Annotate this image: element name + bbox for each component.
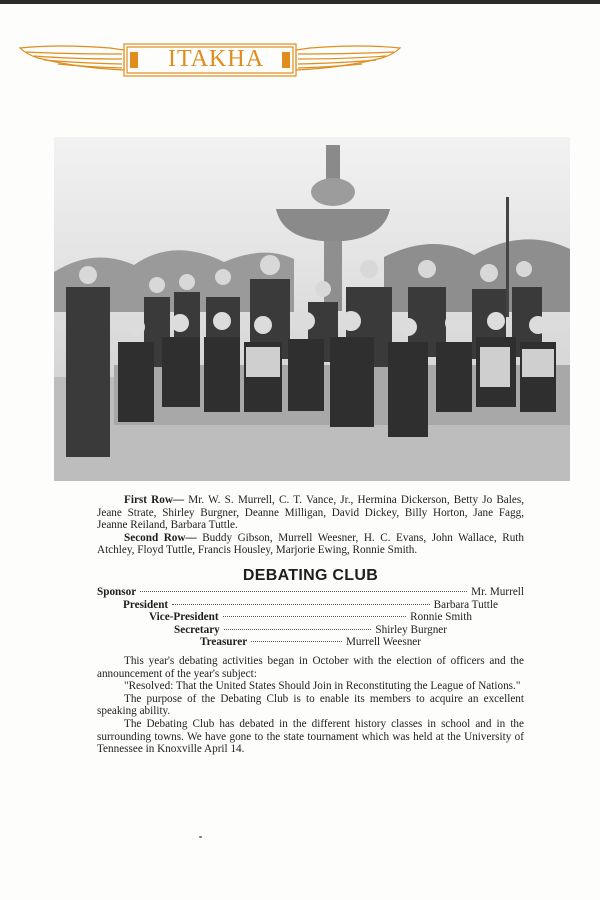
officer-row <box>149 611 472 624</box>
yearbook-title: ITAKHA <box>167 46 265 72</box>
top-rule <box>0 0 600 4</box>
officer-row <box>123 599 498 612</box>
officer-name: Ronnie Smith <box>410 611 472 624</box>
paper-speck <box>199 836 202 838</box>
group-photo-image <box>54 137 570 481</box>
caption-second-row <box>97 532 524 557</box>
officer-name: Murrell Weesner <box>345 636 421 649</box>
dot-leader <box>223 616 407 617</box>
first-row-label: First Row— <box>124 494 185 506</box>
club-title: DEBATING CLUB <box>242 567 379 584</box>
group-photo <box>54 137 570 481</box>
officer-title: Vice-President <box>149 611 219 624</box>
officer-row <box>174 624 447 637</box>
dot-leader <box>140 591 467 592</box>
second-row-label: Second Row— <box>124 531 197 544</box>
paragraph: This year's debating activities began in October with the election of officers and the announcement of the year's subject: <box>97 655 524 680</box>
dot-leader <box>224 629 372 630</box>
officer-title: Sponsor <box>97 586 137 598</box>
club-description <box>97 655 524 756</box>
photo-caption <box>97 494 524 557</box>
officer-name: Shirley Burgner <box>375 623 447 636</box>
caption-first-row <box>97 494 524 532</box>
officer-name: Barbara Tuttle <box>433 598 498 611</box>
yearbook-header <box>18 40 402 80</box>
dot-leader <box>251 641 342 642</box>
paragraph: The Debating Club has debated in the different history classes in school and in the surrounding towns. We have gone to the state tournament which was held at the University of Tennessee in Knoxville April 14. <box>97 717 524 756</box>
officer-name: Mr. Murrell <box>471 586 524 598</box>
officer-title: Secretary <box>174 623 220 636</box>
second-row-names: Buddy Gibson, Murrell Weesner, H. C. Evans, John Wallace, Ruth Atchley, Floyd Tuttle, Francis Housley, Marjorie Ewing, Ronnie Smith. <box>97 531 524 557</box>
officers-list <box>97 586 524 649</box>
first-row-names: Mr. W. S. Murrell, C. T. Vance, Jr., Hermina Dickerson, Betty Jo Bales, Jeane Strate, Shirley Burgner, Deanne Milligan, David Dickey, Billy Horton, Jane Fagg, Jeanne Reiland, Barbara Tuttle. <box>97 494 524 532</box>
officer-title: President <box>123 598 169 611</box>
officer-title: Treasurer <box>200 636 248 649</box>
officer-row <box>200 636 421 649</box>
dot-leader <box>172 604 430 605</box>
officer-row <box>97 586 524 599</box>
paragraph: The purpose of the Debating Club is to enable its members to acquire an excellent speaking ability. <box>97 692 524 718</box>
paragraph: "Resolved: That the United States Should Join in Reconstituting the League of Nations." <box>124 680 521 693</box>
